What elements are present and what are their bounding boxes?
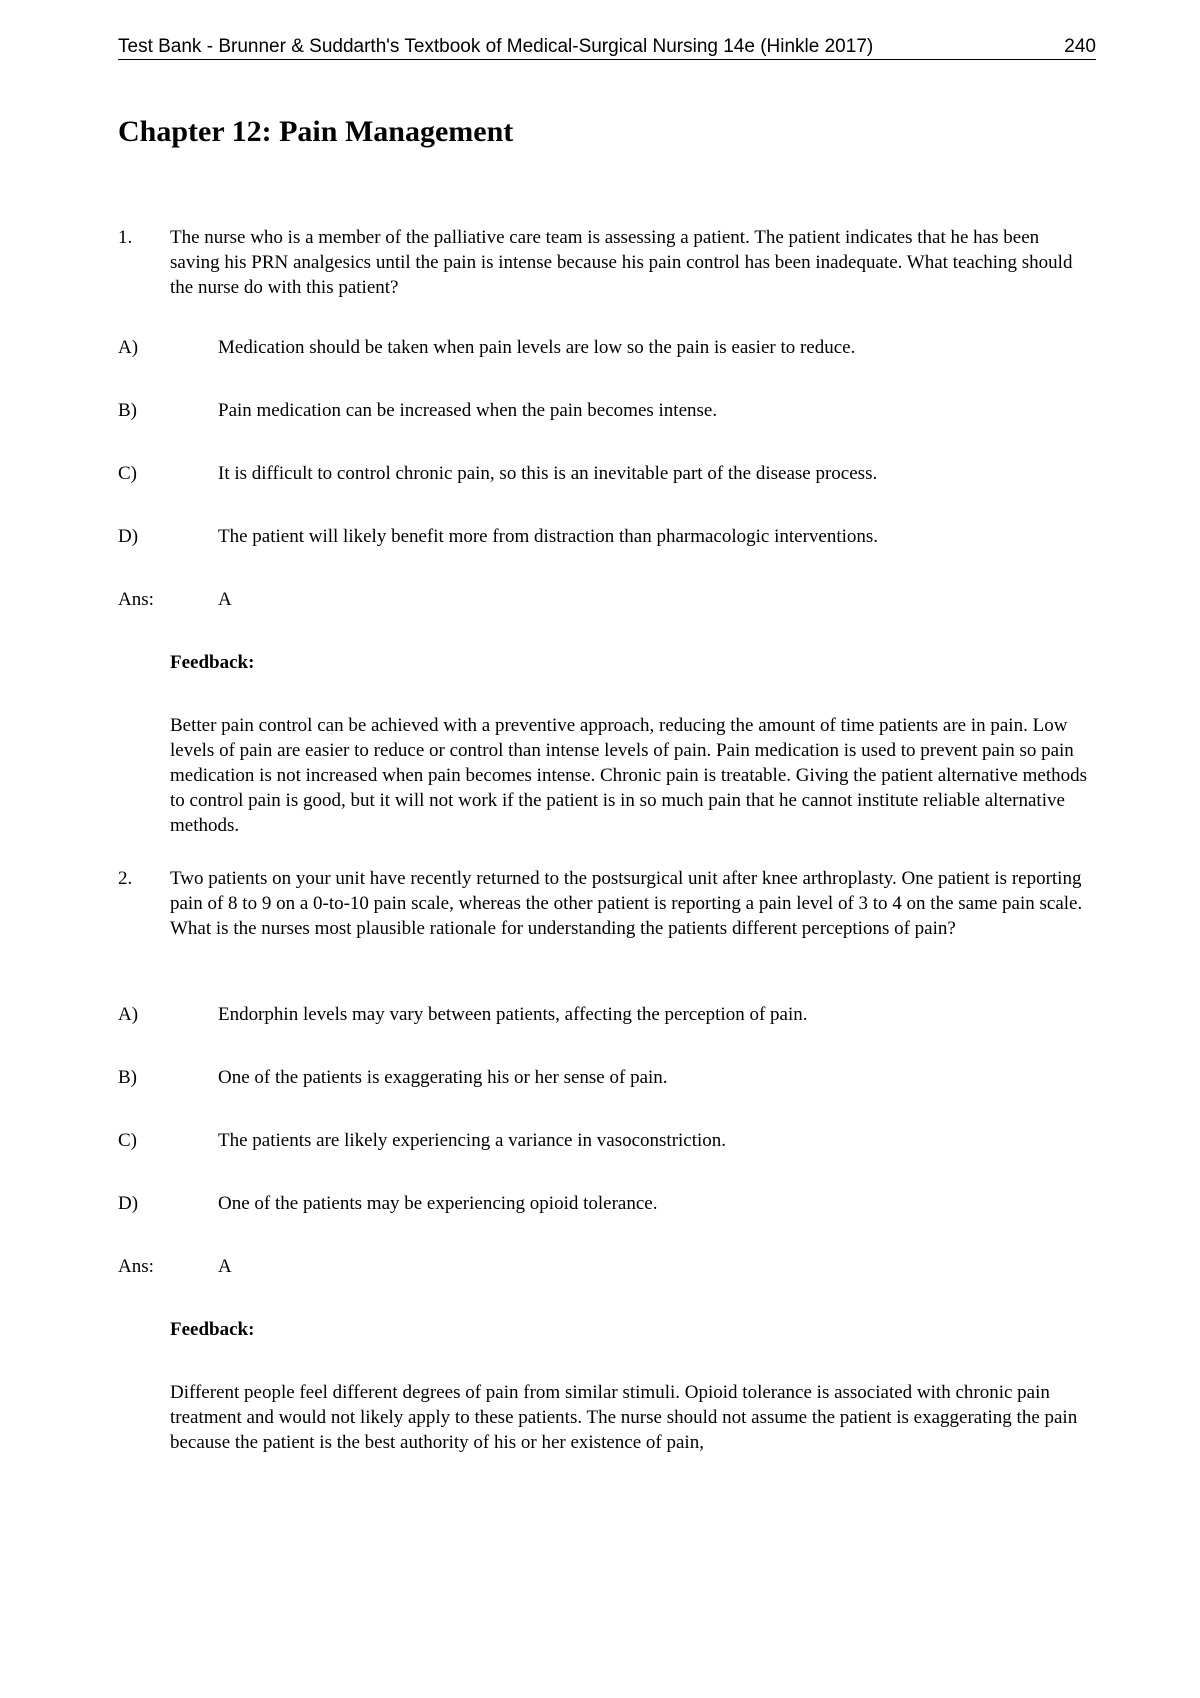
running-header — [118, 36, 1096, 60]
choice-text: Medication should be taken when pain levels are low so the pain is easier to reduce. — [218, 337, 856, 358]
choice-letter: A) — [118, 1004, 139, 1025]
choice-2c — [118, 1128, 1098, 1153]
question-2 — [118, 866, 1098, 966]
feedback-label-2: Feedback: — [170, 1319, 255, 1340]
page-number: 240 — [1064, 36, 1096, 57]
choice-text: One of the patients is exaggerating his or her sense of pain. — [218, 1067, 668, 1088]
answer-value: A — [218, 589, 232, 610]
choice-2d — [118, 1191, 1098, 1216]
choice-letter: A) — [118, 337, 139, 358]
choice-text: Pain medication can be increased when the pain becomes intense. — [218, 400, 718, 421]
choice-text: Endorphin levels may vary between patients, affecting the perception of pain. — [218, 1004, 808, 1025]
question-stem: The nurse who is a member of the palliative care team is assessing a patient. The patient indicates that he has been saving his PRN analgesics until the pain is intense because his pain control has been inadequate. What teaching should the nurse do with this patient? — [170, 227, 1073, 298]
choice-1d — [118, 524, 1098, 549]
choice-2a — [118, 1002, 1098, 1027]
answer-2 — [118, 1254, 1098, 1279]
choice-2b — [118, 1065, 1098, 1090]
choice-text: The patient will likely benefit more from distraction than pharmacologic interventions. — [218, 526, 879, 547]
choice-letter: D) — [118, 526, 139, 547]
header-title: Test Bank - Brunner & Suddarth's Textbook of Medical-Surgical Nursing 14e (Hinkle 2017) — [118, 36, 874, 57]
choice-1b — [118, 398, 1098, 423]
choice-1a — [118, 335, 1098, 360]
choice-letter: B) — [118, 1067, 137, 1088]
question-1 — [118, 225, 1098, 300]
choice-1c — [118, 461, 1098, 486]
feedback-text-1: Better pain control can be achieved with a preventive approach, reducing the amount of time patients are in pain. Low levels of pain are easier to reduce or control than intense levels of pain. Pain medication is used to prevent pain so pain medication is not increased when pain becomes intense. Chronic pain is treatable. Giving the patient alternative methods to control pain is good, but it will not work if the patient is in so much pain that he cannot institute reliable alternative methods. — [170, 715, 1088, 836]
choice-letter: B) — [118, 400, 137, 421]
answer-label: Ans: — [118, 589, 154, 610]
chapter-title: Chapter 12: Pain Management — [118, 115, 514, 148]
answer-value: A — [218, 1256, 232, 1277]
choice-text: One of the patients may be experiencing opioid tolerance. — [218, 1193, 658, 1214]
question-stem: Two patients on your unit have recently returned to the postsurgical unit after knee arthroplasty. One patient is reporting pain of 8 to 9 on a 0-to-10 pain scale, whereas the other patient is reporting a pain level of 3 to 4 on the same pain scale. What is the nurses most plausible rationale for understanding the patients different perceptions of pain? — [170, 868, 1083, 939]
feedback-label-1: Feedback: — [170, 652, 255, 673]
choice-letter: D) — [118, 1193, 139, 1214]
feedback-text-2: Different people feel different degrees of pain from similar stimuli. Opioid tolerance is associated with chronic pain treatment and would not likely apply to these patients. The nurse should not assume the patient is exaggerating the pain because the patient is the best authority of his or her existence of pain, — [170, 1382, 1078, 1453]
answer-1 — [118, 587, 1098, 612]
choice-letter: C) — [118, 1130, 137, 1151]
question-number: 2. — [118, 868, 133, 889]
choice-letter: C) — [118, 463, 137, 484]
choice-text: It is difficult to control chronic pain, so this is an inevitable part of the disease process. — [218, 463, 878, 484]
choice-text: The patients are likely experiencing a variance in vasoconstriction. — [218, 1130, 727, 1151]
answer-label: Ans: — [118, 1256, 154, 1277]
question-number: 1. — [118, 227, 133, 248]
